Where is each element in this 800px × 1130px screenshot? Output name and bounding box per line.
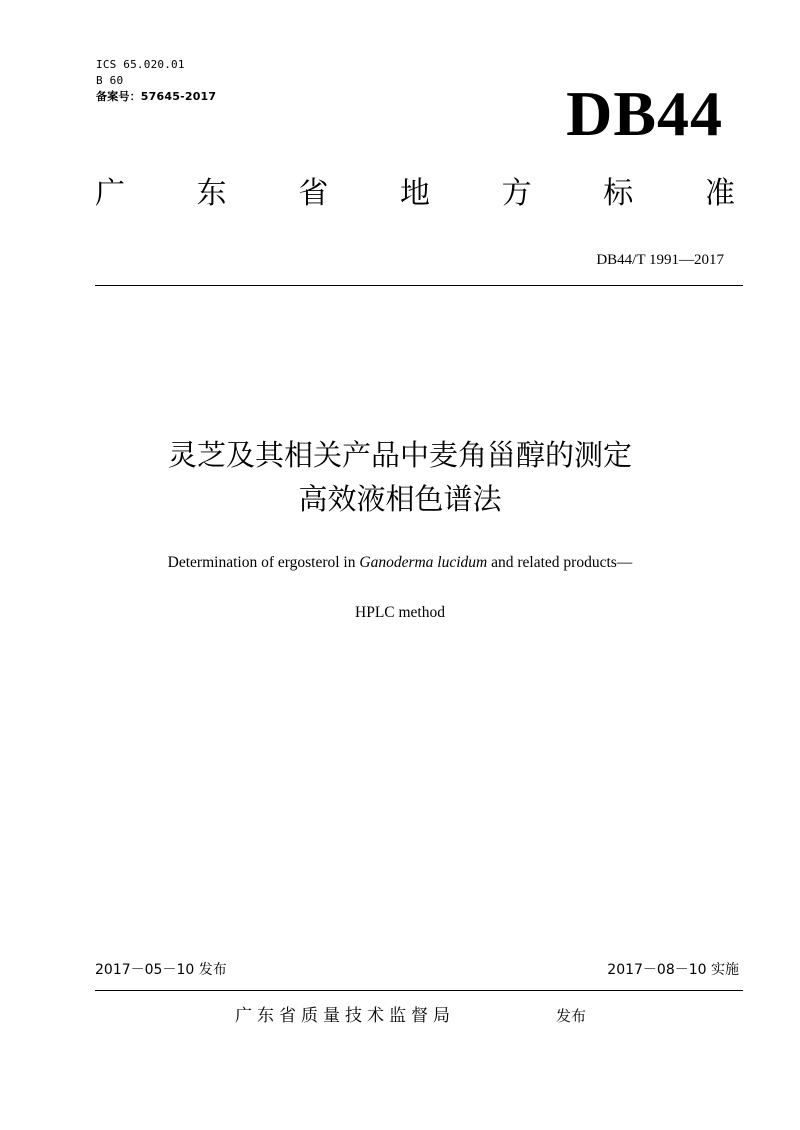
ccs-code: B 60 xyxy=(96,74,124,87)
db-mark: DB44 xyxy=(566,78,723,149)
record-number: 备案号：57645-2017 xyxy=(96,90,217,103)
standard-type-char: 地 xyxy=(399,176,430,211)
chinese-title-line-2: 高效液相色谱法 xyxy=(298,482,502,516)
standard-type-char: 方 xyxy=(501,176,532,211)
english-title-species: Ganoderma lucidum xyxy=(359,554,488,571)
bottom-divider xyxy=(95,990,743,991)
standard-type-char: 省 xyxy=(298,176,329,211)
standard-type-char: 准 xyxy=(704,176,735,211)
issuing-authority: 广东省质量技术监督局 xyxy=(235,1006,455,1026)
english-title-text: and related products— xyxy=(487,554,633,571)
standard-type-title xyxy=(95,174,735,214)
english-title-line-2: HPLC method xyxy=(355,604,445,621)
ics-code: ICS 65.020.01 xyxy=(96,58,185,71)
standard-type-char: 标 xyxy=(603,176,634,211)
standard-type-char: 东 xyxy=(196,176,227,211)
top-divider xyxy=(95,285,743,286)
issuing-authority-suffix: 发布 xyxy=(556,1007,587,1025)
english-title-text: Determination of ergosterol in xyxy=(167,554,360,571)
implementation-date: 2017－08－10 实施 xyxy=(607,962,739,978)
chinese-title-line-1: 灵芝及其相关产品中麦角甾醇的测定 xyxy=(167,438,632,472)
standard-number: DB44/T 1991—2017 xyxy=(596,252,724,268)
issue-date: 2017－05－10 发布 xyxy=(95,962,227,978)
standard-type-char: 广 xyxy=(95,176,125,211)
classification-block xyxy=(96,57,216,105)
english-title-line-1 xyxy=(0,553,800,573)
